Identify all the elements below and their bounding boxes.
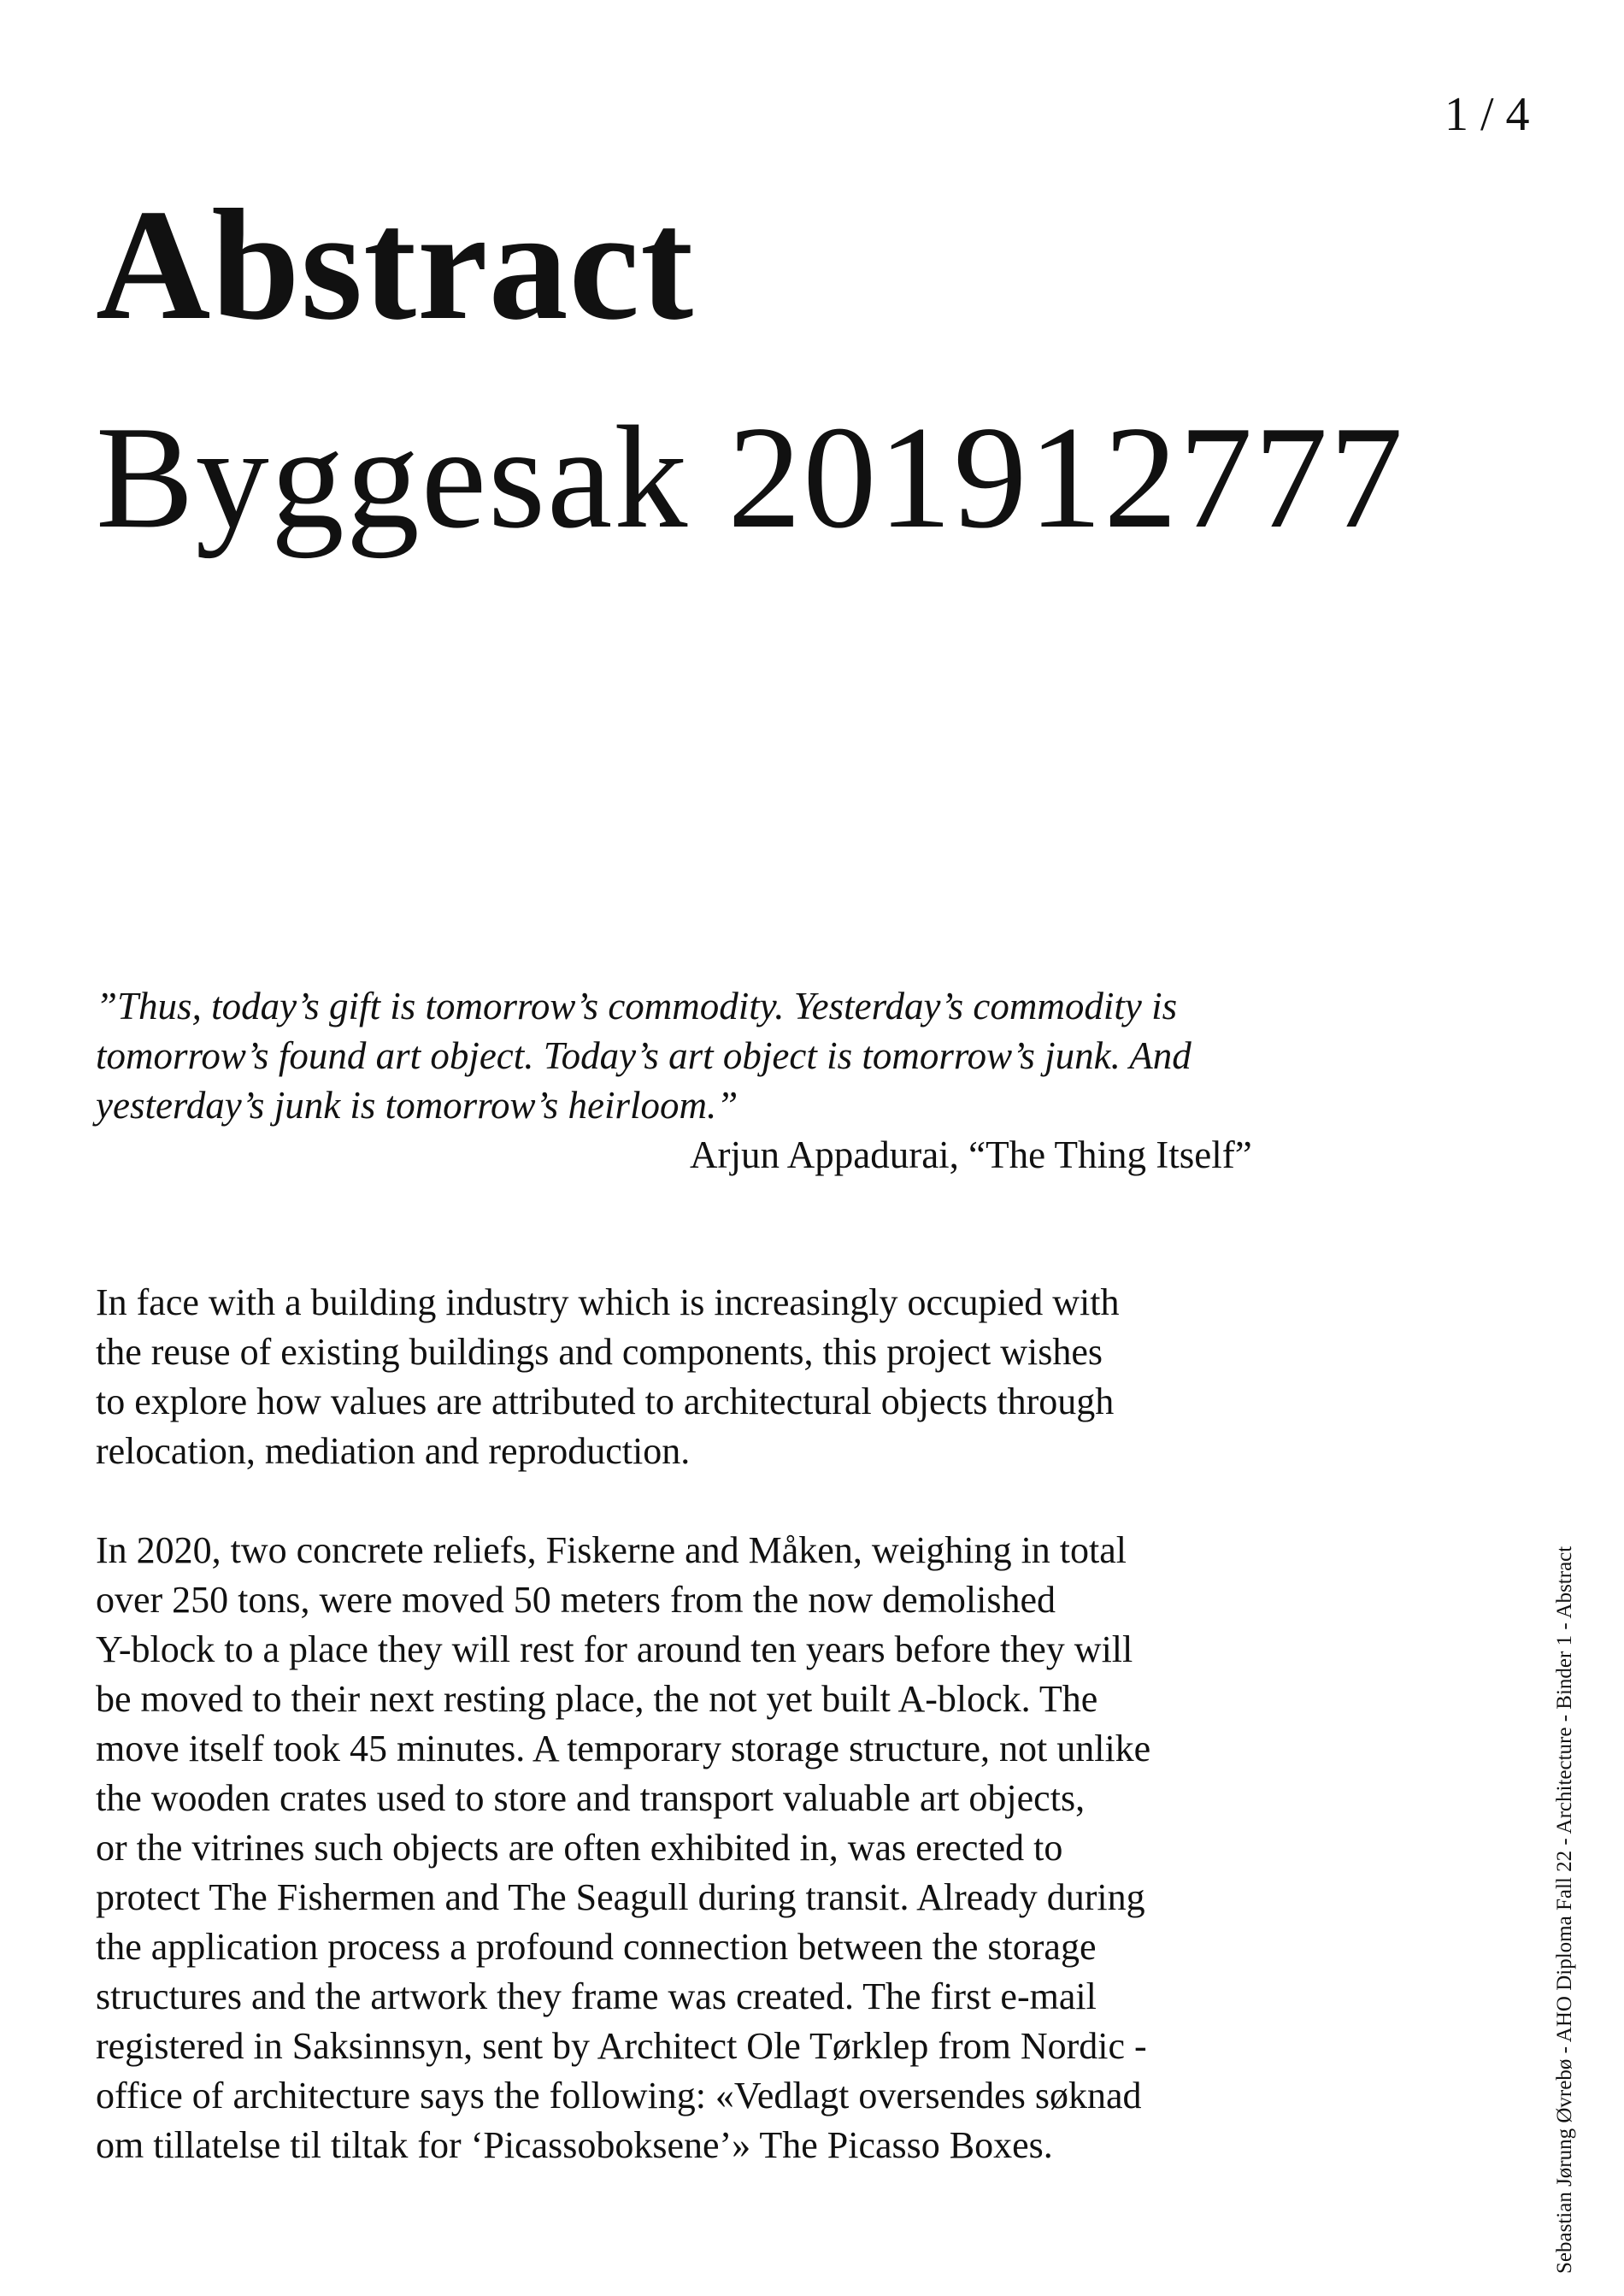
page-subtitle: Byggesak 201912777 [96,396,1405,559]
quote-line: ”Thus, today’s gift is tomorrow’s commodity. Yesterday’s commodity is [96,985,1178,1027]
quote-attribution: Arjun Appadurai, “The Thing Itself” [690,1133,1252,1176]
paragraph-line: In 2020, two concrete reliefs, Fiskerne and Måken, weighing in total [96,1529,1127,1571]
paragraph-line: registered in Saksinnsyn, sent by Architect Ole Tørklep from Nordic - [96,2025,1147,2067]
paragraph-line: be moved to their next resting place, the not yet built A-block. The [96,1678,1098,1720]
paragraph-line: Y-block to a place they will rest for around ten years before they will [96,1628,1133,1670]
paragraph-line: relocation, mediation and reproduction. [96,1430,691,1472]
page-number: 1 / 4 [1445,88,1530,141]
vertical-side-note: Sebastian Jørung Øvrebø - AHO Diploma Fall 22 - Architecture - Binder 1 - Abstract [1553,1545,1576,2274]
epigraph-quote [96,981,1327,1180]
paragraph-line: the wooden crates used to store and transport valuable art objects, [96,1777,1086,1819]
paragraph-line: or the vitrines such objects are often exhibited in, was erected to [96,1827,1063,1869]
quote-line: yesterday’s junk is tomorrow’s heirloom.” [96,1084,738,1127]
body-paragraph-2 [96,1526,1327,2170]
paragraph-line: the application process a profound connection between the storage [96,1926,1097,1968]
quote-line: tomorrow’s found art object. Today’s art object is tomorrow’s junk. And [96,1034,1192,1077]
paragraph-line: to explore how values are attributed to architectural objects through [96,1381,1115,1422]
paragraph-line: over 250 tons, were moved 50 meters from the now demolished [96,1579,1056,1621]
paragraph-line: structures and the artwork they frame was created. The first e-mail [96,1975,1097,2017]
paragraph-line: protect The Fishermen and The Seagull during transit. Already during [96,1876,1145,1918]
paragraph-line: In face with a building industry which is increasingly occupied with [96,1281,1120,1323]
paragraph-line: move itself took 45 minutes. A temporary storage structure, not unlike [96,1728,1151,1769]
paragraph-line: om tillatelse til tiltak for ‘Picassoboksene’» The Picasso Boxes. [96,2124,1053,2166]
page-title: Abstract [96,176,695,353]
body-paragraph-1 [96,1278,1327,1476]
paragraph-line: office of architecture says the following: «Vedlagt oversendes søknad [96,2075,1142,2116]
paragraph-line: the reuse of existing buildings and components, this project wishes [96,1331,1103,1373]
